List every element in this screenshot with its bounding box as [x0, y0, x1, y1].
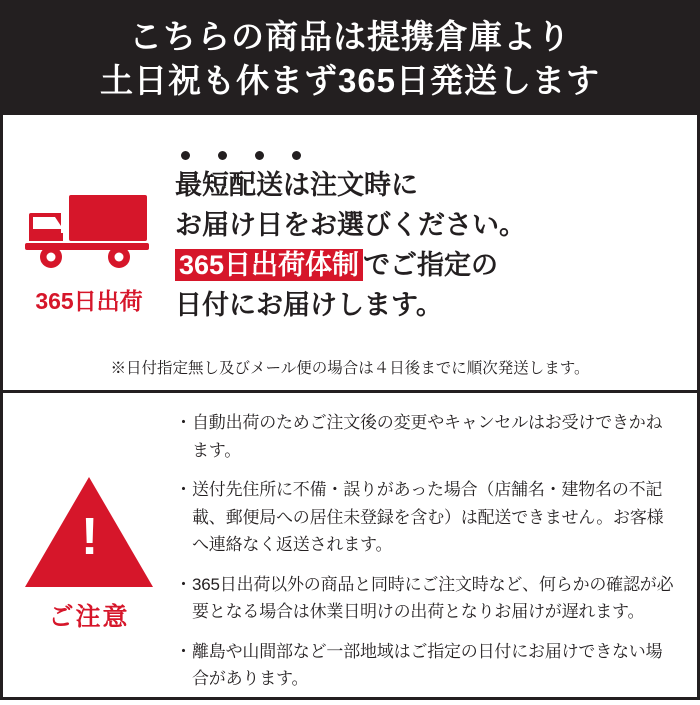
dot-icon: [292, 151, 301, 160]
caution-notes-list: [175, 405, 697, 705]
banner-header: [3, 3, 697, 115]
shipping-message-column: [175, 123, 697, 354]
truck-label: 365日出荷: [35, 288, 143, 314]
dot-icon: [255, 151, 264, 160]
dot-icon: [218, 151, 227, 160]
list-item: [175, 638, 679, 693]
list-item: [175, 476, 679, 559]
caution-icon-column: [3, 405, 175, 705]
shipping-message-line-1: 最短配送は注文時に: [175, 170, 418, 201]
bullet-icon: ・: [175, 641, 192, 661]
list-item-text: 離島や山間部など一部地域はご指定の日付にお届けできない場合があります。: [192, 641, 663, 689]
delivery-truck-icon: [23, 187, 155, 271]
highlight-365-shipping: 365日出荷体制: [175, 249, 363, 281]
shipping-message-line-2: お届け日をお選びください。: [175, 210, 526, 241]
list-item: [175, 571, 679, 626]
header-line-1: こちらの商品は提携倉庫より: [129, 18, 571, 56]
shipping-note: ※日付指定無し及びメール便の場合は４日後までに順次発送します。: [110, 360, 590, 377]
list-item-text: 365日出荷以外の商品と同時にご注文時など、何らかの確認が必要となる場合は休業日明けの出荷となりお届けが遅れます。: [192, 574, 674, 622]
shipping-message-line-4: 日付にお届けします。: [175, 289, 443, 320]
caution-label: ご注意: [48, 603, 130, 631]
shipping-section: [3, 115, 697, 393]
list-item-text: 自動出荷のためご注文後の変更やキャンセルはお受けできかねます。: [192, 413, 663, 460]
caution-section: [3, 393, 697, 705]
decorative-dots: [181, 151, 683, 160]
list-item: [175, 409, 679, 464]
bullet-icon: ・: [175, 413, 192, 432]
bullet-icon: ・: [175, 480, 192, 500]
warning-triangle-icon: [25, 477, 153, 587]
dot-icon: [181, 151, 190, 160]
header-line-2: 土日祝も休まず365日発送します: [99, 62, 601, 99]
shipping-message-line-3: [175, 246, 683, 286]
shipping-message-line-3-rest: でご指定の: [363, 250, 499, 280]
truck-column: [3, 123, 175, 354]
bullet-icon: ・: [175, 574, 192, 594]
shipping-section-body: [3, 115, 697, 354]
list-item-text: 送付先住所に不備・誤りがあった場合（店舗名・建物名の不記載、郵便局への居住未登録を含む）は配送できません。お客様へ連絡なく返送されます。: [192, 480, 664, 555]
